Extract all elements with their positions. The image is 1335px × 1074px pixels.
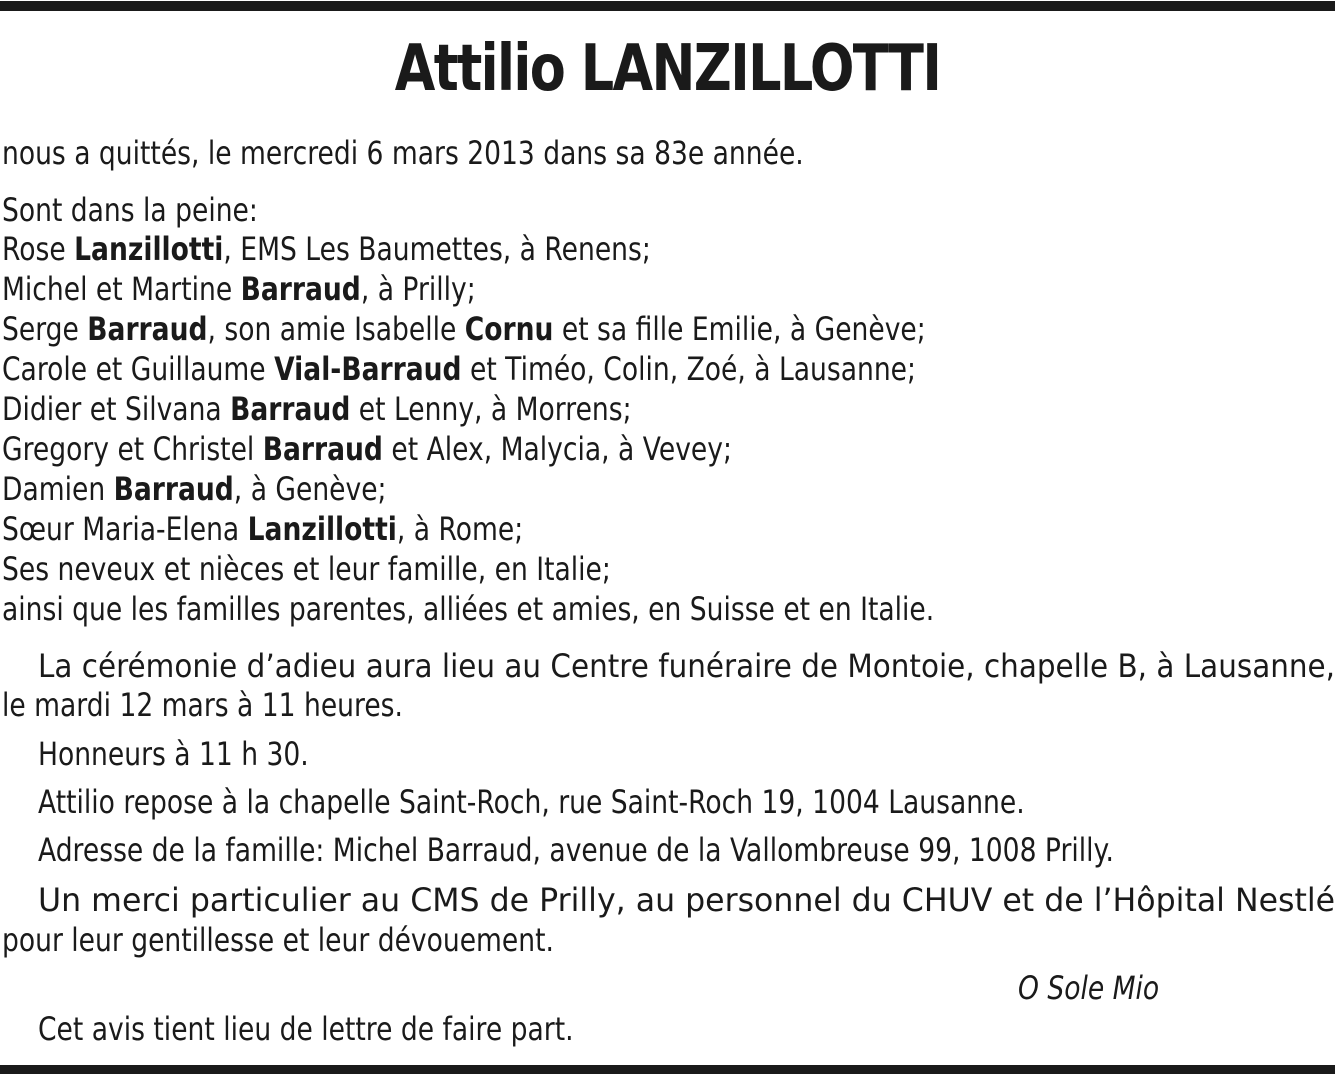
mourner-line: ainsi que les familles parentes, alliées et amies, en Suisse et en Italie.: [2, 590, 935, 628]
deceased-name-title: Attilio LANZILLOTTI: [394, 32, 941, 106]
thanks-text-line2: pour leur gentillesse et leur dévouement.: [2, 921, 554, 959]
intro-text: nous a quittés, le mercredi 6 mars 2013 dans sa 83e année.: [2, 134, 804, 172]
mourner-line: Michel et Martine Barraud, à Prilly;: [2, 270, 476, 308]
ceremony-text-line2: le mardi 12 mars à 11 heures.: [2, 686, 403, 724]
mourner-line: Carole et Guillaume Vial-Barraud et Timéo, Colin, Zoé, à Lausanne;: [2, 350, 916, 388]
ceremony-text-line1: La cérémonie d’adieu aura lieu au Centre funéraire de Montoie, chapelle B, à Lausanne,: [38, 647, 1335, 685]
mourner-line: Ses neveux et nièces et leur famille, en Italie;: [2, 550, 611, 588]
mourner-line: Serge Barraud, son amie Isabelle Cornu et sa fille Emilie, à Genève;: [2, 310, 926, 348]
bottom-rule: [0, 1065, 1335, 1074]
honneurs-text: Honneurs à 11 h 30.: [38, 735, 309, 773]
thanks-text-line1: Un merci particulier au CMS de Prilly, au personnel du CHUV et de l’Hôpital Nestlé: [38, 881, 1335, 919]
mourner-line: Didier et Silvana Barraud et Lenny, à Morrens;: [2, 390, 632, 428]
top-rule: [0, 1, 1335, 11]
family-address-text: Adresse de la famille: Michel Barraud, avenue de la Vallombreuse 99, 1008 Prilly.: [38, 831, 1114, 869]
mourner-line: Gregory et Christel Barraud et Alex, Malycia, à Vevey;: [2, 430, 732, 468]
closing-text: Cet avis tient lieu de lettre de faire part.: [38, 1010, 574, 1048]
mourner-line: Damien Barraud, à Genève;: [2, 470, 387, 508]
mourner-line: Sœur Maria-Elena Lanzillotti, à Rome;: [2, 510, 524, 548]
signature-text: O Sole Mio: [1018, 969, 1160, 1007]
mourner-line: Rose Lanzillotti, EMS Les Baumettes, à Renens;: [2, 230, 651, 268]
mourners-heading: Sont dans la peine:: [2, 191, 258, 229]
repose-text: Attilio repose à la chapelle Saint-Roch, rue Saint-Roch 19, 1004 Lausanne.: [38, 783, 1025, 821]
